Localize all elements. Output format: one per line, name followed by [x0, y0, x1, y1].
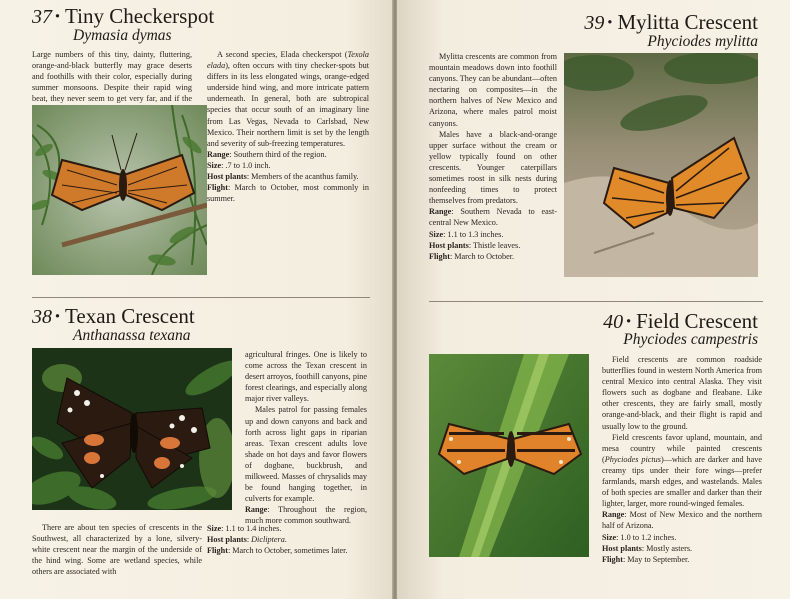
field-crescent-photo [429, 354, 589, 557]
section-40-body-sci: Phyciodes pictus [604, 454, 661, 464]
section-40-number: 40 [603, 311, 624, 333]
section-40-scientific-name: Phyciodes campestris [623, 331, 758, 348]
section-39-flight [429, 251, 557, 262]
bullet-dot: · [54, 4, 62, 28]
section-37-scientific-name: Dymasia dymas [73, 27, 172, 44]
section-39-size [429, 229, 557, 240]
host-label: Host plants [207, 535, 247, 545]
section-39-body [429, 51, 557, 262]
size-label: Size [207, 160, 222, 170]
section-38-scientific-name: Anthanassa texana [73, 327, 191, 344]
flight-label: Flight [429, 251, 450, 261]
flight-label: Flight [602, 554, 623, 564]
section-39-host [429, 240, 557, 251]
section-38-host-sep: : [246, 535, 252, 545]
section-38-flight-value: : March to October, sometimes later. [227, 546, 348, 556]
section-38-size-value: : 1.1 to 1.4 inches. [221, 524, 282, 533]
section-40-size [602, 532, 762, 543]
section-37-second-rest: ), often occurs with tiny checker-spots but differs in its less elongated wings, orange-edged underside hind wing, and more intricate pattern underneath. In general, both are subtropical species that occur south of an imaginary line from Las Vegas, Nevada to Carlsbad, New Mexico. Their northern limit is set by the length and severity of sub-freezing temperatures. [207, 61, 369, 148]
section-divider [32, 297, 370, 298]
size-label: Size [602, 532, 617, 542]
section-37-intro-text: Large numbers of this tiny, dainty, fluttering, orange-and-black butterfly may grace deserts and foothills with their color, especially during summer monsoons. Despite their rapid wing beat, they never seem to get very far, and if the [32, 50, 192, 104]
section-37-body [207, 49, 369, 204]
section-38-title [32, 304, 195, 329]
host-label: Host plants [602, 543, 642, 553]
section-37-title [32, 4, 214, 29]
section-39-number: 39 [584, 12, 605, 34]
section-39-scientific-name: Phyciodes mylitta [647, 33, 758, 50]
section-divider [429, 301, 763, 302]
section-37-common-name: Tiny Checkerspot [65, 4, 215, 28]
tiny-checkerspot-photo [32, 105, 207, 275]
section-38-common-name: Texan Crescent [65, 304, 195, 328]
section-40-body [602, 354, 762, 565]
left-page [0, 0, 393, 599]
section-38-host [207, 534, 369, 545]
section-40-body-lead: Field crescents favor upland, mountain, and mesa country while painted crescents ( [602, 432, 762, 464]
section-38-intro-text: There are about ten species of crescents in the Southwest, all characterized by a lone, silvery-white crescent near the margin of the underside of the hind wing. Some are wetland species, while others are associated with [32, 523, 202, 577]
section-39-range-value: : Southern Nevada to east-central New Mexico. [429, 207, 557, 228]
section-37-size-value: : .7 to 1.0 inch. [221, 160, 271, 170]
section-40-range [602, 509, 762, 531]
section-40-flight [602, 554, 762, 565]
section-37-size [207, 160, 369, 171]
section-38-body [245, 349, 367, 527]
section-38-body-text-2: Males patrol for passing females up and down canyons and back and forth across light gaps in riparian areas. Texan crescent adults love shade on hot days and favor flowers of dogbane, buckbrush, and milkweed. Masses of chrysalids may be found hanging together, in culverts for example. [245, 405, 367, 504]
section-38-facts [207, 523, 369, 556]
section-40-common-name: Field Crescent [636, 309, 758, 333]
section-37-second-sci: Texola elada [207, 50, 369, 71]
section-39-flight-value: : March to October. [449, 251, 515, 261]
section-39-intro-text: Mylitta crescents are common from mountain meadows down into foothill canyons. They can be abundant—often nectaring on composites—in the northern halves of New Mexico and Arizona, where males patrol moist canyons. [429, 52, 557, 128]
section-39-host-value: : Thistle leaves. [468, 240, 521, 250]
section-38-flight [207, 545, 369, 556]
section-38-range-value: : Throughout the region, much more common southward. [245, 505, 367, 526]
section-40-range-value: : Most of New Mexico and the northern half of Arizona. [602, 510, 762, 531]
section-39-size-value: : 1.1 to 1.3 inches. [443, 229, 504, 239]
section-37-second-lead: A second species, Elada checkerspot ( [217, 50, 348, 59]
range-label: Range [245, 505, 268, 515]
right-page [397, 0, 790, 599]
mylitta-crescent-photo [564, 53, 758, 277]
section-40-size-value: : 1.0 to 1.2 inches. [616, 532, 677, 542]
section-39-body-text: Males have a black-and-orange upper surface without the cream or yellow typically found on other crescents. Younger caterpillars sometimes roost in silk nests during nonfeeding times to protect themselves from predators. [429, 129, 557, 206]
section-37-host [207, 171, 369, 182]
section-37-number: 37 [32, 6, 52, 28]
range-label: Range [602, 510, 625, 520]
texan-crescent-photo [32, 348, 232, 510]
section-38-host-end: . [284, 535, 287, 545]
section-39-range [429, 206, 557, 228]
range-label: Range [429, 207, 452, 217]
flight-label: Flight [207, 546, 228, 556]
section-37-second-species [207, 49, 369, 149]
section-38-size [207, 523, 369, 534]
section-37-host-value: : Members of the acanthus family. [246, 172, 359, 182]
range-label: Range [207, 149, 230, 159]
section-38-intro [32, 522, 202, 577]
flight-label: Flight [207, 183, 228, 193]
section-37-range-value: : Southern third of the region. [229, 149, 327, 159]
section-38-body-text: agricultural fringes. One is likely to come across the Texan crescent in desert arroyos, foothill canyons, pine forest clearings, and especially along major river valleys. [245, 350, 367, 404]
section-38-host-italic: Dicliptera [251, 535, 285, 545]
section-40-host-value: : Mostly asters. [641, 543, 693, 553]
bullet-dot: · [54, 304, 62, 328]
section-37-flight-value: : March to October, most commonly in summer. [207, 183, 369, 204]
section-38-number: 38 [32, 306, 52, 328]
host-label: Host plants [207, 172, 247, 182]
section-39-common-name: Mylitta Crescent [617, 10, 758, 34]
section-40-host [602, 543, 762, 554]
bullet-dot: · [606, 10, 614, 34]
section-40-intro-text: Field crescents are common roadside butterflies found in western North America from central Mexico into central Alaska. They visit flowers such as dogbane and fleabane. Like other crescents, they are fairly small, mostly orange-and-black, and their flight is rapid and usually low to the ground. [602, 355, 762, 431]
section-39-title [584, 10, 758, 35]
section-37-range [207, 149, 369, 160]
section-37-flight [207, 182, 369, 204]
section-40-body-rest: )—which are darker and have creamy tips under their fore wings—prefer farmlands, marsh edges, and wastelands. Males of both species are smaller and darker than their lighter, larger, more round-winged females. [602, 454, 763, 509]
section-40-body-text [602, 432, 762, 510]
size-label: Size [207, 524, 222, 533]
size-label: Size [429, 229, 444, 239]
section-40-flight-value: : May to September. [622, 554, 690, 564]
bullet-dot: · [625, 309, 633, 333]
host-label: Host plants [429, 240, 469, 250]
